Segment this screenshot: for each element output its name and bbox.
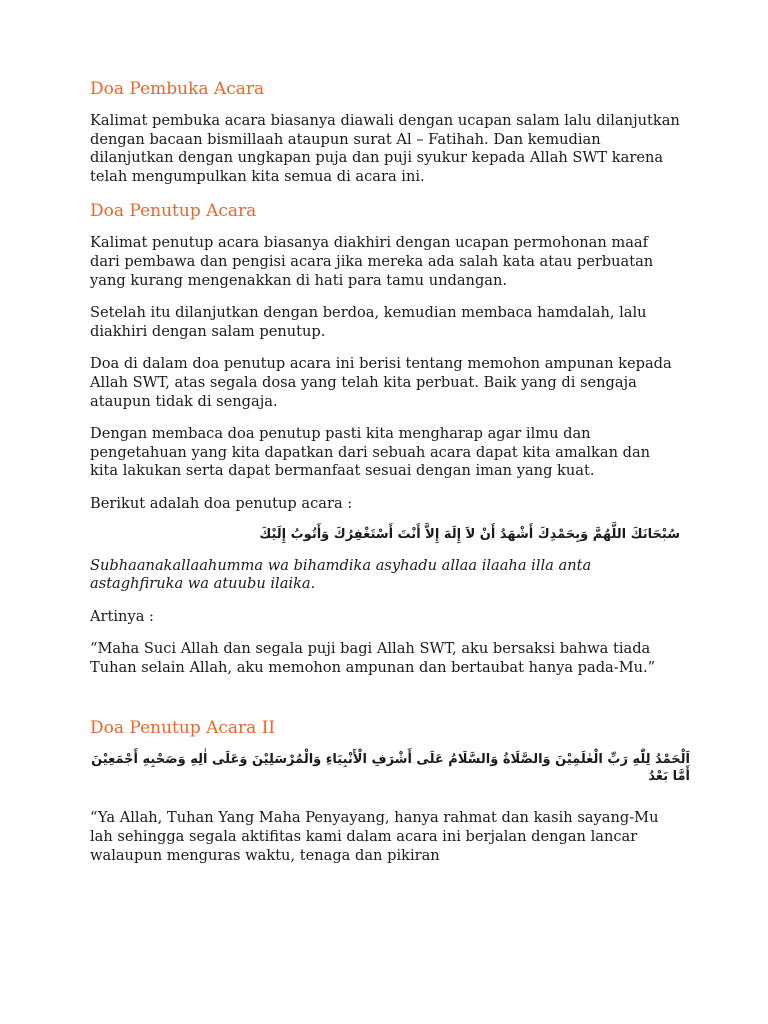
transliteration-paragraph xyxy=(90,557,680,594)
heading-doa-penutup-acara-ii: Doa Penutup Acara II xyxy=(90,718,276,739)
paragraph-penutup-1: Kalimat penutup acara biasanya diakhiri dengan ucapan permohonan maaf dari pembawa dan pengisi acara jika mereka ada salah kata atau perbuatan yang kurang mengenakkan di hati para tamu undangan. xyxy=(90,234,654,289)
paragraph-penutup-2: Setelah itu dilanjutkan dengan berdoa, kemudian membaca hamdalah, lalu diakhiri dengan salam penutup. xyxy=(90,304,647,340)
transliteration-end: . xyxy=(310,575,316,593)
document-page xyxy=(90,78,690,865)
meaning-text: “Maha Suci Allah dan segala puji bagi Allah SWT, aku bersaksi bahwa tiada Tuhan selain Allah, aku memohon ampunan dan bertaubat hanya pada-Mu.” xyxy=(90,640,656,676)
meaning-label: Artinya : xyxy=(90,607,154,625)
paragraph-penutup-ii: “Ya Allah, Tuhan Yang Maha Penyayang, hanya rahmat dan kasih sayang-Mu lah sehingga segala aktifitas kami dalam acara ini berjalan dengan lancar walaupun menguras waktu, tenaga dan pikiran xyxy=(90,809,659,864)
paragraph-penutup-4: Dengan membaca doa penutup pasti kita mengharap agar ilmu dan pengetahuan yang kita dapatkan dari sebuah acara dapat kita amalkan dan kita lakukan serta dapat bermanfaat sesuai dengan iman yang kuat. xyxy=(90,425,651,480)
arabic-doa-penutup: سُبْحَانَكَ اللَّهُمَّ وَبِحَمْدِكَ أَشْهَدُ أَنْ لاَ إِلَهَ إِلاَّ أَنْتَ أَسْتَغْفِرُكَ وَأَتُوبُ إِلَيْكَ xyxy=(259,526,680,542)
transliteration-text: Subhaanakallaahumma wa bihamdika asyhadu allaa ilaaha illa anta astaghfiruka wa atuubu ilaika xyxy=(90,556,592,593)
paragraph-penutup-5: Berikut adalah doa penutup acara : xyxy=(90,494,353,512)
paragraph-penutup-3: Doa di dalam doa penutup acara ini berisi tentang memohon ampunan kepada Allah SWT, atas segala dosa yang telah kita perbuat. Baik yang di sengaja ataupun tidak di sengaja. xyxy=(90,355,672,410)
paragraph-pembuka: Kalimat pembuka acara biasanya diawali dengan ucapan salam lalu dilanjutkan dengan bacaan bismillaah ataupun surat Al – Fatihah. Dan kemudian dilanjutkan dengan ungkapan puja dan puji syukur kepada Allah SWT karena telah mengumpulkan kita semua di acara ini. xyxy=(90,112,680,185)
heading-doa-penutup-acara: Doa Penutup Acara xyxy=(90,201,257,222)
arabic-doa-penutup-ii: اَلْحَمْدُ لِلّٰهِ رَبِّ الْعٰلَمِيْنَ وَالصَّلَاةُ وَالسَّلَامُ عَلَى أَشْرَفِ الْأَنْبِيَاءِ وَالْمُرْسَلِيْنَ وَعَلَى اٰلِهِ وَصَحْبِهِ أَجْمَعِيْنَ أَمَّا بَعْدُ xyxy=(91,752,690,785)
heading-doa-pembuka-acara: Doa Pembuka Acara xyxy=(90,79,265,99)
